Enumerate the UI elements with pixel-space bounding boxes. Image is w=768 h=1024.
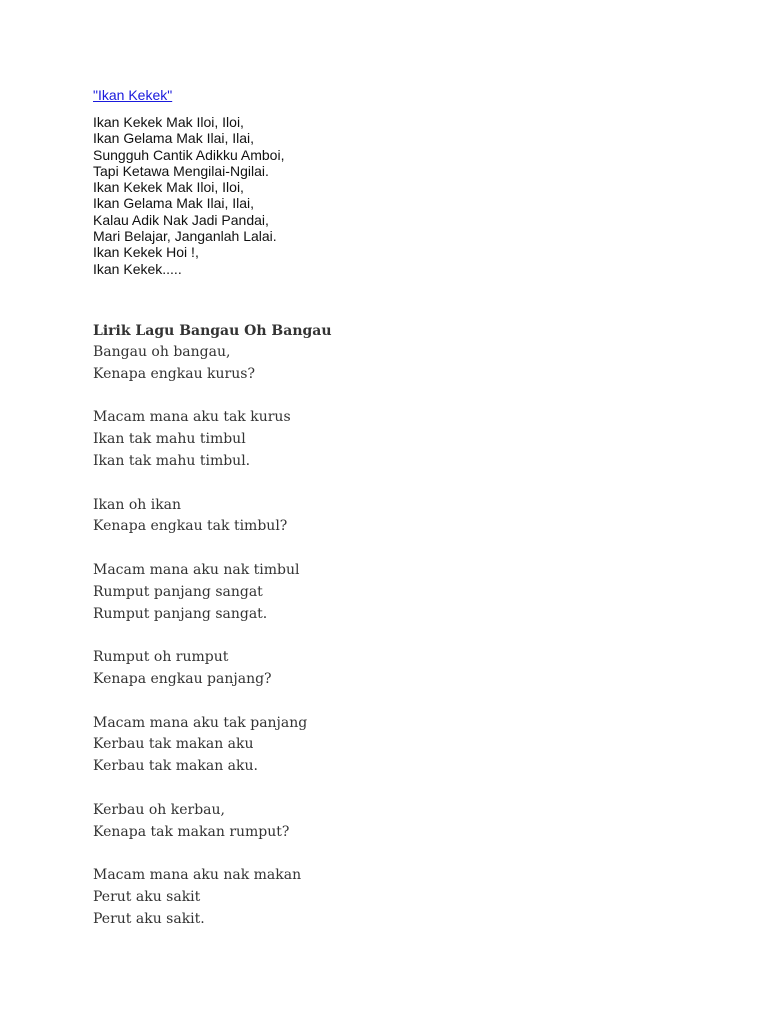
stanza (93, 407, 307, 472)
lyric-line: Ikan Kekek Mak Iloi, Iloi, (93, 114, 244, 130)
lyric-line: Ikan tak mahu timbul. (93, 452, 251, 469)
lyric-line: Ikan tak mahu timbul (93, 431, 246, 448)
lyric-line: Kerbau oh kerbau, (93, 801, 225, 818)
lyric-line: Macam mana aku tak kurus (93, 409, 291, 426)
lyric-line: Rumput panjang sangat (93, 583, 263, 600)
lyric-line: Rumput panjang sangat. (93, 605, 268, 622)
lyric-line: Macam mana aku nak timbul (93, 561, 300, 578)
ikan-kekek-title-link[interactable]: "Ikan Kekek" (93, 87, 173, 103)
stanza (93, 560, 307, 625)
lyric-line: Kerbau tak makan aku (93, 736, 254, 753)
ikan-kekek-lyrics (93, 114, 284, 277)
stanza (93, 800, 307, 844)
lyric-line: Perut aku sakit (93, 888, 201, 905)
lyric-line: Kenapa tak makan rumput? (93, 823, 290, 840)
lyric-line: Rumput oh rumput (93, 649, 229, 666)
stanza (93, 647, 307, 691)
lyric-line: Tapi Ketawa Mengilai-Ngilai. (93, 162, 269, 179)
bangau-lyrics (93, 342, 307, 952)
lyric-line: Ikan Kekek..... (93, 260, 182, 277)
lyric-line: Macam mana aku tak panjang (93, 714, 308, 731)
stanza (93, 342, 307, 386)
lyric-line: Ikan Gelama Mak Ilai, Ilai, (93, 130, 255, 147)
lyric-line: Kerbau tak makan aku. (93, 758, 258, 775)
lyric-line: Perut aku sakit. (93, 910, 205, 927)
lyric-line: Kenapa engkau tak timbul? (93, 518, 288, 535)
bangau-song-title: Lirik Lagu Bangau Oh Bangau (93, 323, 332, 339)
lyric-line: Ikan Kekek Mak Iloi, Iloi, (93, 179, 244, 196)
lyric-line: Bangau oh bangau, (93, 344, 231, 360)
lyric-line: Ikan Kekek Hoi !, (93, 244, 199, 261)
lyric-line: Ikan oh ikan (93, 496, 182, 513)
stanza (93, 713, 307, 778)
lyric-line: Sungguh Cantik Adikku Amboi, (93, 146, 285, 163)
lyric-line: Mari Belajar, Janganlah Lalai. (93, 228, 277, 245)
lyric-line: Kalau Adik Nak Jadi Pandai, (93, 211, 269, 228)
stanza (93, 865, 307, 930)
lyric-line: Ikan Gelama Mak Ilai, Ilai, (93, 195, 255, 212)
lyric-line: Kenapa engkau panjang? (93, 670, 272, 687)
stanza (93, 495, 307, 539)
lyric-line: Macam mana aku nak makan (93, 867, 302, 884)
lyric-line: Kenapa engkau kurus? (93, 365, 255, 382)
